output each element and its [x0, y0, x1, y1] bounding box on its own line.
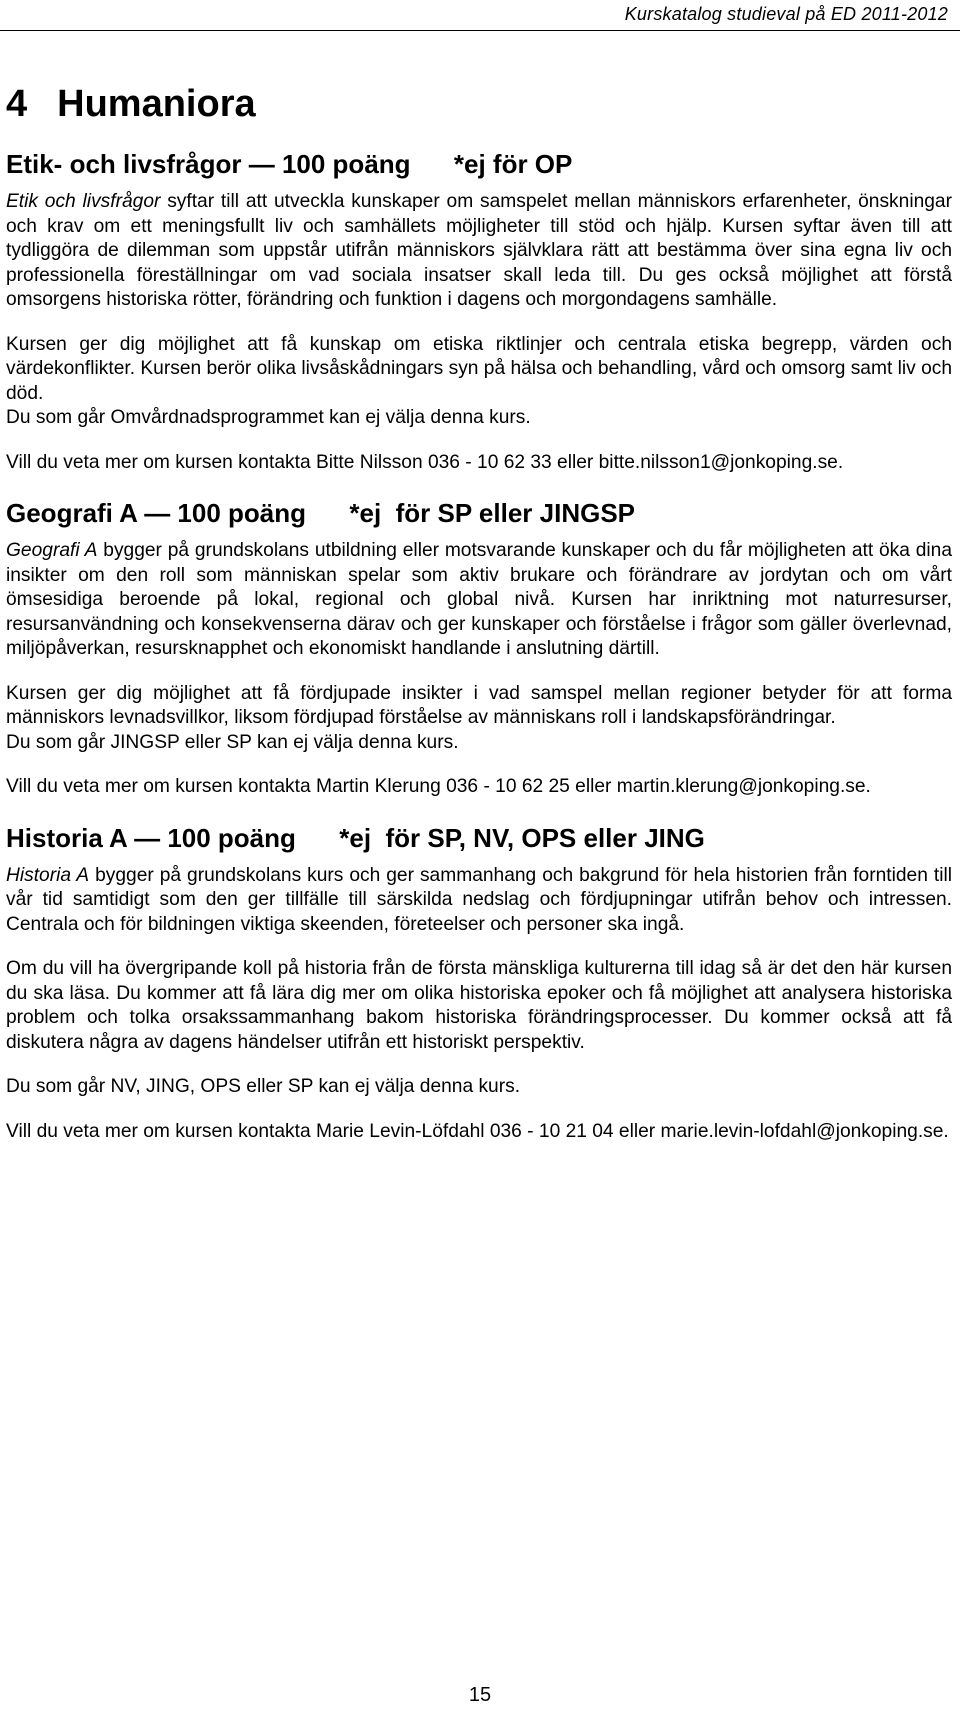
page-content [6, 82, 952, 1164]
course-title [6, 822, 952, 854]
course-exclusion: *ej för SP eller JINGSP [349, 498, 636, 528]
course-name: Etik- och livsfrågor — 100 poäng [6, 149, 411, 179]
chapter-number: 4 [6, 83, 28, 125]
course-section-historia [6, 822, 952, 1145]
course-paragraph: Om du vill ha övergripande koll på historia från de första mänskliga kulturerna till idag så är det den här kursen du ska läsa. Du kommer att få lära dig mer om olika historiska epoker och få möjlighet att analysera historiska problem och tolka orsakssammanhang bakom historiska förändringsprocesser. Du kommer också att få diskutera några av dagens händelser utifrån ett historiskt perspektiv. [6, 958, 952, 1053]
course-description-text: bygger på grundskolans kurs och ger sammanhang och bakgrund för hela historien från forntiden till vår tid samtidigt som den ger tillfälle till särskilda nedslag och fördjupningar utifrån behov och intressen. Centrala och för bildningen viktiga skeenden, företeelser och personer ska ingå. [6, 864, 952, 935]
course-section-geografi [6, 497, 952, 800]
course-section-etik [6, 148, 952, 475]
running-header: Kurskatalog studieval på ED 2011-2012 [624, 4, 948, 24]
course-contact: Vill du veta mer om kursen kontakta Marie Levin-Löfdahl 036 - 10 21 04 eller marie.levin-lofdahl@jonkoping.se. [6, 1120, 949, 1142]
course-title [6, 148, 952, 180]
course-name-italic: Historia A [6, 864, 90, 886]
course-description [6, 539, 952, 662]
course-title [6, 497, 952, 529]
course-paragraph: Kursen ger dig möjlighet att få fördjupade insikter i vad samspel mellan regioner betyder för att forma människors levnadsvillkor, liksom fördjupad förståelse av människans roll i landskapsförändringar. [6, 682, 952, 728]
course-name-italic: Etik och livsfrågor [6, 191, 161, 212]
chapter-name: Humaniora [57, 83, 256, 125]
course-paragraph: Kursen ger dig möjlighet att få kunskap om etiska riktlinjer och centrala etiska begrepp, värden och värdekonflikter. Kursen berör olika livsåskådningars syn på hälsa och behandling, vård och omsorg samt liv och död. [6, 333, 953, 404]
course-name-italic: Geografi A [6, 540, 98, 561]
course-exclusion: *ej för OP [453, 149, 573, 179]
chapter-title [6, 82, 952, 126]
course-name: Geografi A — 100 poäng [6, 498, 307, 528]
course-name: Historia A — 100 poäng [6, 822, 296, 853]
course-contact: Vill du veta mer om kursen kontakta Martin Klerung 036 - 10 62 25 eller martin.klerung@jonkoping.se. [6, 776, 871, 797]
course-contact: Vill du veta mer om kursen kontakta Bitte Nilsson 036 - 10 62 33 eller bitte.nilsson1@jonkoping.se. [6, 451, 844, 473]
course-description [6, 190, 952, 313]
page-number: 15 [468, 1684, 492, 1706]
course-restriction: Du som går Omvårdnadsprogrammet kan ej välja denna kurs. [6, 407, 531, 428]
course-description-text: syftar till att utveckla kunskaper om samspelet mellan människors erfarenheter, önskningar och krav om ett meningsfullt liv och samhällets möjligheter till stöd och hjälp. Kursen syftar även till att tydliggöra de dilemman som uppstår utifrån människors självklara rätt att bestämma över sina egna liv och professionella föreställningar om vad sociala insatser skall leda till. Du ges också möjlighet att förstå omsorgens historiska rötter, förändring och funktion i dagens och morgondagens samhälle. [6, 191, 952, 310]
course-description [6, 864, 952, 938]
course-restriction: Du som går JINGSP eller SP kan ej välja denna kurs. [6, 731, 459, 753]
course-exclusion: *ej för SP, NV, OPS eller JING [339, 822, 705, 853]
course-description-text: bygger på grundskolans utbildning eller motsvarande kunskaper och du får möjligheten att öka dina insikter om den roll som människan spelar som aktiv brukare och förändrare av jordytan och om vårt ömsesidiga beroende på lokal, regional och global nivå. Kursen har inriktning mot naturresurser, resursanvändning och konsekvenserna därav och ger kunskaper och förståelse i frågor som gäller överlevnad, miljöpåverkan, resursknapphet och ekonomiskt handlande i anslutning därtill. [6, 540, 952, 659]
course-restriction: Du som går NV, JING, OPS eller SP kan ej välja denna kurs. [6, 1076, 521, 1097]
header-rule [0, 30, 960, 31]
